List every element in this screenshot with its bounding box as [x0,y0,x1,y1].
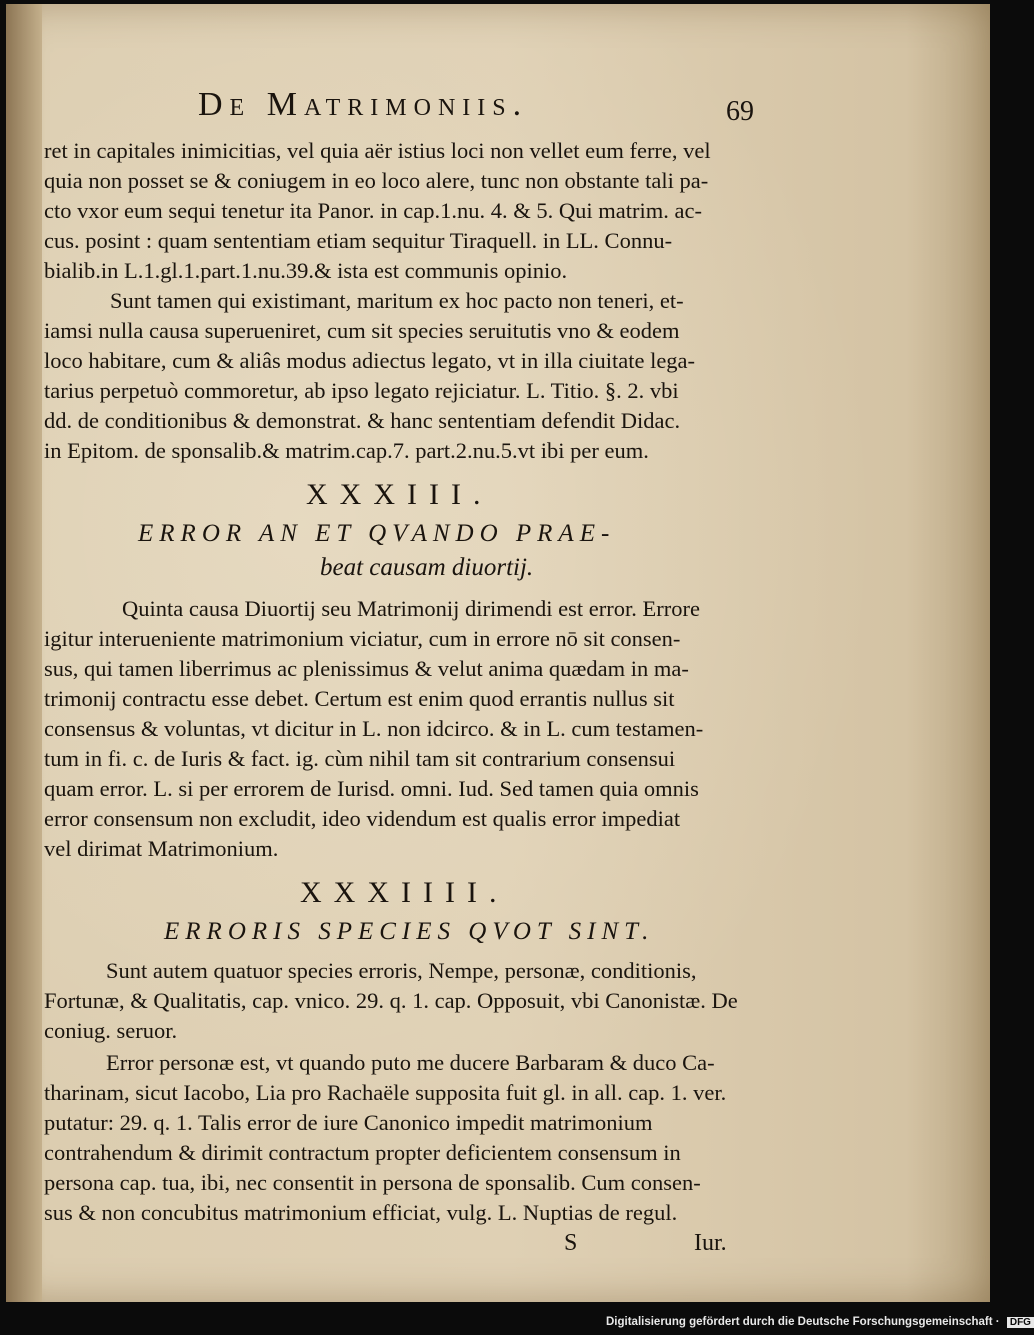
text-line: quam error. L. si per errorem de Iurisd. omni. Iud. Sed tamen quia omnis [44,776,699,801]
text-line: Error personæ est, vt quando puto me ducere Barbaram & duco Ca- [106,1050,715,1075]
page-gutter [6,4,42,1302]
text-line: coniug. seruor. [44,1018,178,1043]
text-line: dd. de conditionibus & demonstrat. & hanc sententiam defendit Didac. [44,408,681,433]
section-title: ERRORIS SPECIES QVOT SINT. [164,918,655,945]
text-line: iamsi nulla causa superueniret, cum sit species seruitutis vno & eodem [44,318,680,343]
section-number: XXXIIII. [300,876,509,909]
signature-mark: S [564,1230,578,1256]
text-line: consensus & voluntas, vt dicitur in L. non idcirco. & in L. cum testamen- [44,716,704,741]
digitization-credit: Digitalisierung gefördert durch die Deutsche Forschungsgemeinschaft · DFG [606,1316,1034,1334]
text-line: loco habitare, cum & aliâs modus adiectus legato, vt in illa ciuitate lega- [44,348,696,373]
text-line: tum in fi. c. de Iuris & fact. ig. cùm nihil tam sit contrarium consensui [44,746,676,771]
text-line: igitur interueniente matrimonium viciatur, cum in errore nō sit consen- [44,626,681,651]
section-number: XXXIII. [306,478,493,511]
text-line: putatur: 29. q. 1. Talis error de iure Canonico impedit matrimonium [44,1110,653,1135]
text-line: bialib.in L.1.gl.1.part.1.nu.39.& ista est communis opinio. [44,258,568,283]
text-line: sus & non concubitus matrimonium efficiat, vulg. L. Nuptias de regul. [44,1200,678,1225]
text-line: Sunt tamen qui existimant, maritum ex hoc pacto non teneri, et- [110,288,684,313]
text-line: cus. posint : quam sententiam etiam sequitur Tiraquell. in LL. Connu- [44,228,673,253]
running-head: De Matrimoniis. [198,86,529,123]
catchword: Iur. [694,1230,727,1256]
section-title: ERROR AN ET QVANDO PRAE- [138,520,616,547]
text-line: persona cap. tua, ibi, nec consentit in persona de sponsalib. Cum consen- [44,1170,701,1195]
text-line: Quinta causa Diuortij seu Matrimonij dirimendi est error. Errore [122,596,700,621]
text-line: tharinam, sicut Iacobo, Lia pro Rachaële supposita fuit gl. in all. cap. 1. ver. [44,1080,727,1105]
text-line: quia non posset se & coniugem in eo loco alere, tunc non obstante tali pa- [44,168,709,193]
text-line: contrahendum & dirimit contractum propter deficientem consensum in [44,1140,681,1165]
dfg-logo: DFG [1007,1317,1034,1328]
text-line: cto vxor eum sequi tenetur ita Panor. in cap.1.nu. 4. & 5. Qui matrim. ac- [44,198,702,223]
text-line: Fortunæ, & Qualitatis, cap. vnico. 29. q. 1. cap. Opposuit, vbi Canonistæ. De [44,988,738,1013]
text-line: vel dirimat Matrimonium. [44,836,279,861]
text-line: tarius perpetuò commoretur, ab ipso legato rejiciatur. L. Titio. §. 2. vbi [44,378,679,403]
page-number: 69 [726,96,754,127]
text-line: sus, qui tamen liberrimus ac plenissimus & velut anima quædam in ma- [44,656,689,681]
section-title-continued: beat causam diuortij. [320,554,534,581]
text-line: ret in capitales inimicitias, vel quia aër istius loci non vellet eum ferre, vel [44,138,711,163]
text-line: error consensum non excludit, ideo videndum est qualis error impediat [44,806,681,831]
text-line: Sunt autem quatuor species erroris, Nempe, personæ, conditionis, [106,958,697,983]
credit-text: Digitalisierung gefördert durch die Deutsche Forschungsgemeinschaft [606,1316,993,1328]
text-line: in Epitom. de sponsalib.& matrim.cap.7. part.2.nu.5.vt ibi per eum. [44,438,649,463]
book-page [6,4,990,1302]
text-line: trimonij contractu esse debet. Certum est enim quod errantis nullus sit [44,686,675,711]
